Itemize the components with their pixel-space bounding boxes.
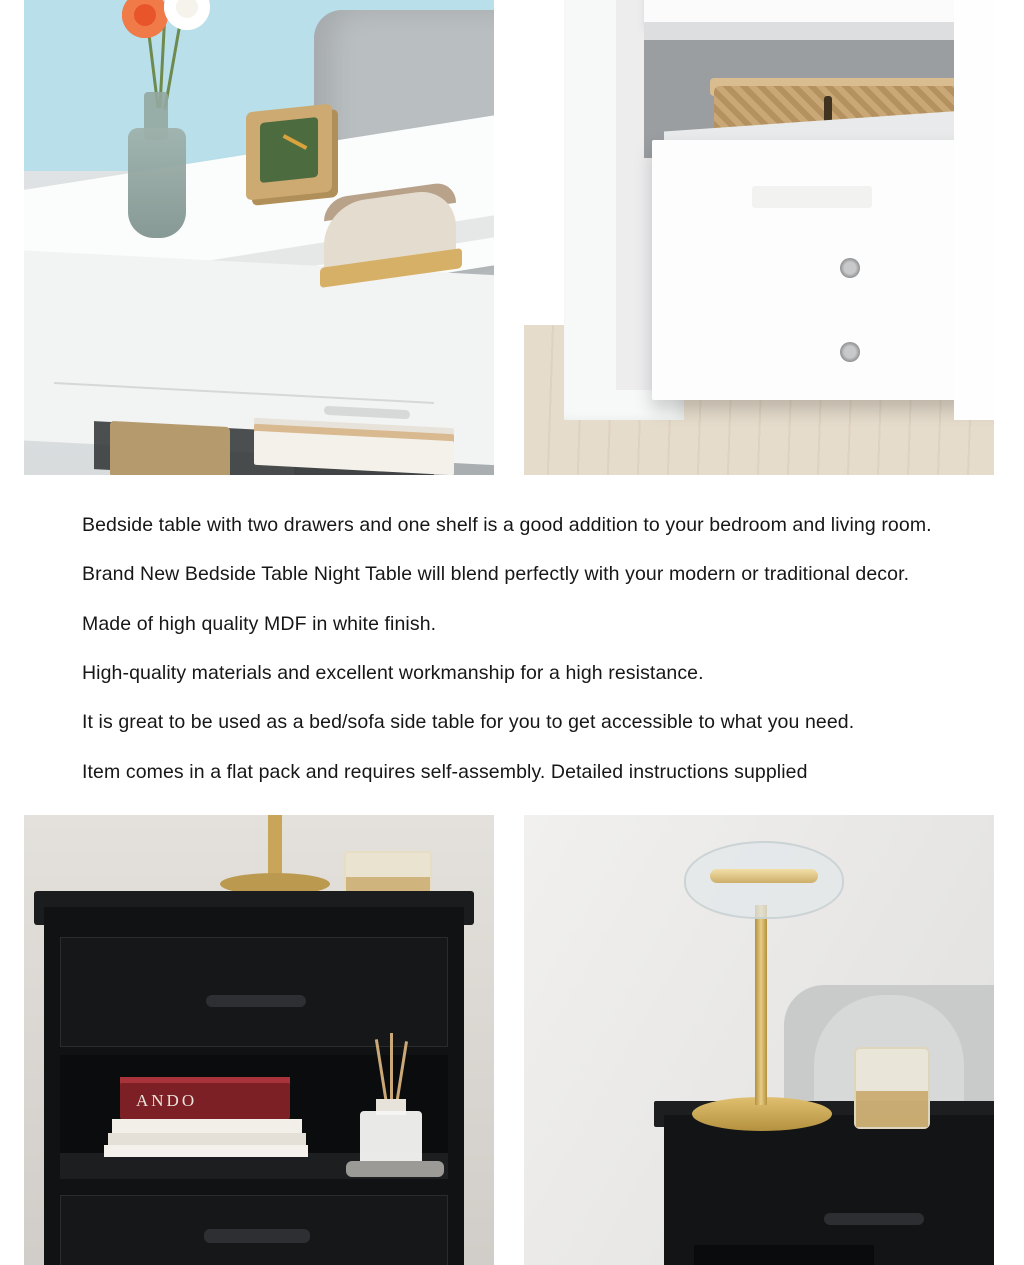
drawer-screw-icon [840, 258, 860, 278]
reed-diffuser-bottle [360, 1111, 422, 1167]
feature-item: Bedside table with two drawers and one shelf is a good addition to your bedroom and living room. [82, 514, 932, 536]
product-photo-black-table-lamp [524, 815, 994, 1265]
table-body [664, 1115, 994, 1265]
lamp-stem [755, 905, 767, 1105]
drawer-screw-icon [840, 342, 860, 362]
feature-item: It is great to be used as a bed/sofa side table for you to get accessible to what you need. [82, 711, 855, 734]
lamp-light-disc [710, 869, 818, 883]
feature-item: Item comes in a flat pack and requires self-assembly. Detailed instructions supplied [82, 760, 808, 783]
clock-face [260, 117, 318, 183]
feature-item: Brand New Bedside Table Night Table will blend perfectly with your modern or traditional decor. [82, 563, 910, 586]
metal-tray [346, 1161, 444, 1177]
white-book [104, 1145, 308, 1157]
open-shelf [694, 1245, 874, 1265]
drawer-handle [824, 1213, 924, 1225]
lower-drawer-handle [204, 1229, 310, 1243]
product-feature-list [0, 475, 1024, 815]
product-photo-white-table [24, 0, 494, 475]
upper-drawer [60, 937, 448, 1047]
product-photo-open-drawer [524, 0, 994, 475]
image-row-bottom [0, 815, 1024, 1265]
book-title-text: ANDO [136, 1091, 198, 1111]
shelf-underside [644, 22, 994, 40]
product-photo-black-table-books [24, 815, 494, 1265]
lace-cloth [752, 186, 872, 208]
feature-item: High-quality materials and excellent workmanship for a high resistance. [82, 662, 704, 685]
feature-item: Made of high quality MDF in white finish. [82, 612, 437, 635]
glass-vase [128, 128, 186, 238]
glass-liquid [856, 1091, 928, 1127]
image-row-top [0, 0, 1024, 475]
woven-basket [110, 421, 230, 475]
open-drawer-box [652, 140, 994, 400]
upper-drawer-handle [206, 995, 306, 1007]
diffuser-reed [390, 1033, 393, 1105]
cabinet-right-edge [954, 0, 994, 420]
lamp-pole [268, 815, 282, 877]
